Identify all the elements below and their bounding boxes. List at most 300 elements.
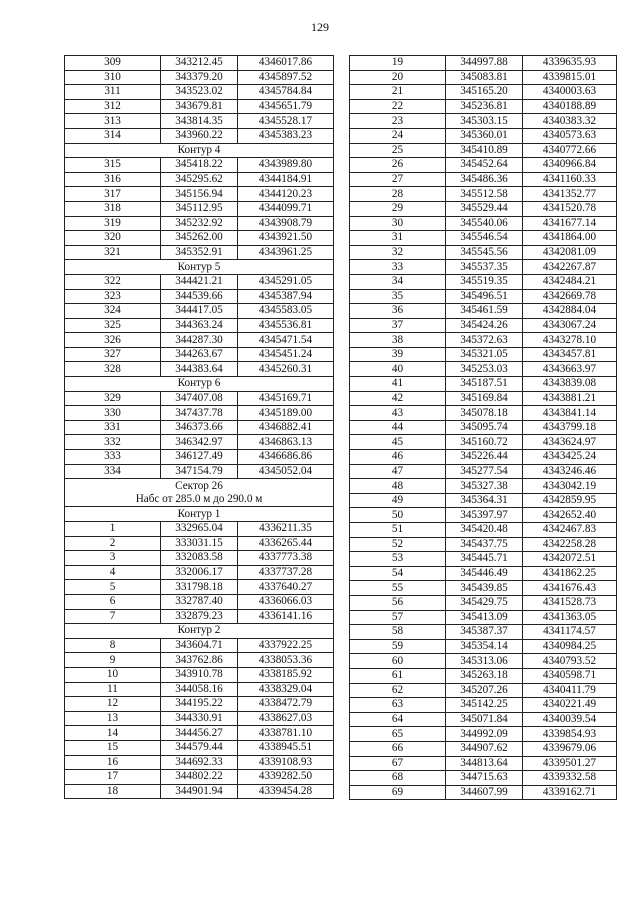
x-coordinate: 345169.84: [446, 391, 523, 406]
section-header-row: [65, 507, 334, 522]
point-number: 50: [350, 508, 446, 523]
section-header-row: [65, 260, 334, 275]
y-coordinate: 4344099.71: [238, 201, 334, 216]
point-number: 34: [350, 274, 446, 289]
table-row: [350, 450, 617, 465]
x-coordinate: 343379.20: [161, 70, 238, 85]
point-number: 33: [350, 260, 446, 275]
x-coordinate: 345313.06: [446, 654, 523, 669]
y-coordinate: 4338945.51: [238, 740, 334, 755]
y-coordinate: 4342669.78: [523, 289, 617, 304]
table-row: [350, 420, 617, 435]
point-number: 51: [350, 523, 446, 538]
point-number: 69: [350, 785, 446, 800]
table-row: [65, 347, 334, 362]
point-number: 323: [65, 289, 161, 304]
x-coordinate: 332006.17: [161, 565, 238, 580]
point-number: 28: [350, 187, 446, 202]
point-number: 326: [65, 333, 161, 348]
y-coordinate: 4341160.33: [523, 172, 617, 187]
x-coordinate: 345364.31: [446, 493, 523, 508]
table-row: [350, 318, 617, 333]
point-number: 18: [65, 784, 161, 799]
point-number: 312: [65, 99, 161, 114]
table-row: [350, 698, 617, 713]
x-coordinate: 345397.97: [446, 508, 523, 523]
x-coordinate: 343910.78: [161, 667, 238, 682]
point-number: 324: [65, 304, 161, 319]
table-row: [350, 187, 617, 202]
point-number: 20: [350, 70, 446, 85]
y-coordinate: 4345387.94: [238, 289, 334, 304]
point-number: 64: [350, 712, 446, 727]
table-row: [350, 668, 617, 683]
y-coordinate: 4343799.18: [523, 420, 617, 435]
table-row: [350, 581, 617, 596]
point-number: 6: [65, 594, 161, 609]
x-coordinate: 332965.04: [161, 522, 238, 537]
x-coordinate: 345295.62: [161, 172, 238, 187]
point-number: 54: [350, 566, 446, 581]
point-number: 321: [65, 245, 161, 260]
point-number: 30: [350, 216, 446, 231]
point-number: 52: [350, 537, 446, 552]
x-coordinate: 344813.64: [446, 756, 523, 771]
table-row: [65, 770, 334, 785]
y-coordinate: 4339108.93: [238, 755, 334, 770]
y-coordinate: 4343961.25: [238, 245, 334, 260]
y-coordinate: 4345528.17: [238, 114, 334, 129]
point-number: 23: [350, 114, 446, 129]
table-row: [350, 552, 617, 567]
point-number: 309: [65, 56, 161, 71]
y-coordinate: 4340221.49: [523, 698, 617, 713]
y-coordinate: 4342859.95: [523, 493, 617, 508]
y-coordinate: 4338627.03: [238, 711, 334, 726]
table-row: [350, 727, 617, 742]
point-number: 19: [350, 56, 446, 71]
point-number: 46: [350, 450, 446, 465]
table-row: [350, 523, 617, 538]
section-header: Сектор 26: [65, 479, 334, 493]
table-row: [65, 420, 334, 435]
y-coordinate: 4343042.19: [523, 479, 617, 494]
x-coordinate: 345327.38: [446, 479, 523, 494]
x-coordinate: 345321.05: [446, 347, 523, 362]
x-coordinate: 345207.26: [446, 683, 523, 698]
y-coordinate: 4341363.05: [523, 610, 617, 625]
x-coordinate: 333031.15: [161, 536, 238, 551]
x-coordinate: 344330.91: [161, 711, 238, 726]
point-number: 39: [350, 347, 446, 362]
table-row: [65, 638, 334, 653]
x-coordinate: 344263.67: [161, 347, 238, 362]
point-number: 35: [350, 289, 446, 304]
y-coordinate: 4344120.23: [238, 187, 334, 202]
point-number: 1: [65, 522, 161, 537]
y-coordinate: 4337737.28: [238, 565, 334, 580]
y-coordinate: 4343841.14: [523, 406, 617, 421]
table-row: [65, 667, 334, 682]
table-row: [65, 406, 334, 421]
table-row: [65, 128, 334, 143]
x-coordinate: 344456.27: [161, 726, 238, 741]
section-header: Контур 6: [65, 377, 334, 392]
section-header: Контур 2: [65, 624, 334, 639]
x-coordinate: 345546.54: [446, 231, 523, 246]
point-number: 11: [65, 682, 161, 697]
y-coordinate: 4345169.71: [238, 391, 334, 406]
section-header-row: [65, 624, 334, 639]
point-number: 325: [65, 318, 161, 333]
table-row: [65, 653, 334, 668]
table-row: [350, 114, 617, 129]
x-coordinate: 344421.21: [161, 274, 238, 289]
y-coordinate: 4343067.24: [523, 318, 617, 333]
x-coordinate: 345360.01: [446, 128, 523, 143]
y-coordinate: 4339162.71: [523, 785, 617, 800]
table-row: [350, 216, 617, 231]
table-row: [65, 391, 334, 406]
x-coordinate: 331798.18: [161, 580, 238, 595]
x-coordinate: 345352.91: [161, 245, 238, 260]
x-coordinate: 345410.89: [446, 143, 523, 158]
point-number: 331: [65, 420, 161, 435]
y-coordinate: 4341520.78: [523, 201, 617, 216]
x-coordinate: 344715.63: [446, 771, 523, 786]
point-number: 328: [65, 362, 161, 377]
y-coordinate: 4345583.05: [238, 304, 334, 319]
table-row: [65, 70, 334, 85]
y-coordinate: 4340966.84: [523, 158, 617, 173]
x-coordinate: 345439.85: [446, 581, 523, 596]
table-row: [65, 172, 334, 187]
table-row: [350, 85, 617, 100]
y-coordinate: 4341862.25: [523, 566, 617, 581]
table-row: [350, 260, 617, 275]
x-coordinate: 343814.35: [161, 114, 238, 129]
table-row: [350, 493, 617, 508]
y-coordinate: 4342652.40: [523, 508, 617, 523]
x-coordinate: 345437.75: [446, 537, 523, 552]
point-number: 37: [350, 318, 446, 333]
y-coordinate: 4342267.87: [523, 260, 617, 275]
table-row: [65, 740, 334, 755]
y-coordinate: 4343881.21: [523, 391, 617, 406]
point-number: 43: [350, 406, 446, 421]
point-number: 49: [350, 493, 446, 508]
point-number: 330: [65, 406, 161, 421]
x-coordinate: 347407.08: [161, 391, 238, 406]
table-row: [350, 785, 617, 800]
y-coordinate: 4346686.86: [238, 450, 334, 465]
x-coordinate: 345263.18: [446, 668, 523, 683]
y-coordinate: 4340003.63: [523, 85, 617, 100]
x-coordinate: 343762.86: [161, 653, 238, 668]
y-coordinate: 4343624.97: [523, 435, 617, 450]
x-coordinate: 344058.16: [161, 682, 238, 697]
point-number: 317: [65, 187, 161, 202]
y-coordinate: 4340984.25: [523, 639, 617, 654]
y-coordinate: 4343839.08: [523, 377, 617, 392]
point-number: 316: [65, 172, 161, 187]
x-coordinate: 345372.63: [446, 333, 523, 348]
table-row: [350, 566, 617, 581]
table-row: [350, 245, 617, 260]
section-header-row: [65, 377, 334, 392]
point-number: 314: [65, 128, 161, 143]
y-coordinate: 4339854.93: [523, 727, 617, 742]
x-coordinate: 347437.78: [161, 406, 238, 421]
y-coordinate: 4340039.54: [523, 712, 617, 727]
y-coordinate: 4343989.80: [238, 158, 334, 173]
x-coordinate: 345540.06: [446, 216, 523, 231]
x-coordinate: 345545.56: [446, 245, 523, 260]
y-coordinate: 4346863.13: [238, 435, 334, 450]
table-row: [65, 245, 334, 260]
x-coordinate: 345486.36: [446, 172, 523, 187]
table-row: [350, 158, 617, 173]
point-number: 10: [65, 667, 161, 682]
table-row: [65, 201, 334, 216]
point-number: 47: [350, 464, 446, 479]
y-coordinate: 4340573.63: [523, 128, 617, 143]
y-coordinate: 4340598.71: [523, 668, 617, 683]
point-number: 53: [350, 552, 446, 567]
x-coordinate: 345078.18: [446, 406, 523, 421]
y-coordinate: 4339454.28: [238, 784, 334, 799]
x-coordinate: 345452.64: [446, 158, 523, 173]
coordinates-table-left: [64, 55, 334, 799]
x-coordinate: 343212.45: [161, 56, 238, 71]
point-number: 59: [350, 639, 446, 654]
point-number: 318: [65, 201, 161, 216]
x-coordinate: 345303.15: [446, 114, 523, 129]
section-header: Набс от 285.0 м до 290.0 м: [65, 493, 334, 507]
x-coordinate: 345413.09: [446, 610, 523, 625]
point-number: 22: [350, 99, 446, 114]
table-row: [65, 158, 334, 173]
y-coordinate: 4345784.84: [238, 85, 334, 100]
table-row: [65, 464, 334, 479]
point-number: 25: [350, 143, 446, 158]
table-row: [65, 784, 334, 799]
y-coordinate: 4340411.79: [523, 683, 617, 698]
x-coordinate: 332787.40: [161, 594, 238, 609]
point-number: 17: [65, 770, 161, 785]
y-coordinate: 4343278.10: [523, 333, 617, 348]
table-row: [350, 625, 617, 640]
table-row: [65, 522, 334, 537]
x-coordinate: 344195.22: [161, 697, 238, 712]
point-number: 5: [65, 580, 161, 595]
table-row: [350, 464, 617, 479]
x-coordinate: 345071.84: [446, 712, 523, 727]
x-coordinate: 345418.22: [161, 158, 238, 173]
section-header-row: [65, 143, 334, 158]
y-coordinate: 4345383.23: [238, 128, 334, 143]
table-row: [65, 56, 334, 71]
y-coordinate: 4341528.73: [523, 595, 617, 610]
x-coordinate: 344907.62: [446, 741, 523, 756]
table-row: [65, 697, 334, 712]
y-coordinate: 4345651.79: [238, 99, 334, 114]
point-number: 333: [65, 450, 161, 465]
point-number: 67: [350, 756, 446, 771]
x-coordinate: 344692.33: [161, 755, 238, 770]
point-number: 41: [350, 377, 446, 392]
y-coordinate: 4339501.27: [523, 756, 617, 771]
y-coordinate: 4342884.04: [523, 304, 617, 319]
table-row: [350, 143, 617, 158]
x-coordinate: 345420.48: [446, 523, 523, 538]
point-number: 66: [350, 741, 446, 756]
coordinates-table-right: [349, 55, 617, 800]
point-number: 60: [350, 654, 446, 669]
point-number: 42: [350, 391, 446, 406]
x-coordinate: 343679.81: [161, 99, 238, 114]
point-number: 311: [65, 85, 161, 100]
x-coordinate: 344802.22: [161, 770, 238, 785]
y-coordinate: 4346882.41: [238, 420, 334, 435]
y-coordinate: 4343457.81: [523, 347, 617, 362]
point-number: 9: [65, 653, 161, 668]
point-number: 58: [350, 625, 446, 640]
point-number: 44: [350, 420, 446, 435]
y-coordinate: 4337922.25: [238, 638, 334, 653]
x-coordinate: 344287.30: [161, 333, 238, 348]
table-row: [350, 639, 617, 654]
y-coordinate: 4345189.00: [238, 406, 334, 421]
point-number: 12: [65, 697, 161, 712]
y-coordinate: 4342072.51: [523, 552, 617, 567]
x-coordinate: 346342.97: [161, 435, 238, 450]
table-row: [65, 682, 334, 697]
x-coordinate: 344992.09: [446, 727, 523, 742]
x-coordinate: 346127.49: [161, 450, 238, 465]
point-number: 24: [350, 128, 446, 143]
table-row: [65, 216, 334, 231]
x-coordinate: 345095.74: [446, 420, 523, 435]
table-row: [350, 756, 617, 771]
y-coordinate: 4345052.04: [238, 464, 334, 479]
point-number: 3: [65, 551, 161, 566]
x-coordinate: 345165.20: [446, 85, 523, 100]
point-number: 8: [65, 638, 161, 653]
x-coordinate: 345262.00: [161, 231, 238, 246]
section-header: Контур 1: [65, 507, 334, 522]
point-number: 16: [65, 755, 161, 770]
point-number: 62: [350, 683, 446, 698]
section-header-row: [65, 479, 334, 493]
x-coordinate: 345537.35: [446, 260, 523, 275]
x-coordinate: 345512.58: [446, 187, 523, 202]
table-row: [65, 435, 334, 450]
table-row: [350, 70, 617, 85]
y-coordinate: 4339679.06: [523, 741, 617, 756]
table-row: [65, 274, 334, 289]
table-row: [65, 726, 334, 741]
x-coordinate: 345232.92: [161, 216, 238, 231]
x-coordinate: 345253.03: [446, 362, 523, 377]
x-coordinate: 344607.99: [446, 785, 523, 800]
y-coordinate: 4338053.36: [238, 653, 334, 668]
table-row: [350, 391, 617, 406]
point-number: 36: [350, 304, 446, 319]
point-number: 21: [350, 85, 446, 100]
table-row: [350, 406, 617, 421]
point-number: 68: [350, 771, 446, 786]
table-row: [65, 609, 334, 624]
x-coordinate: 345496.51: [446, 289, 523, 304]
x-coordinate: 345445.71: [446, 552, 523, 567]
point-number: 313: [65, 114, 161, 129]
x-coordinate: 344383.64: [161, 362, 238, 377]
y-coordinate: 4338781.10: [238, 726, 334, 741]
table-row: [65, 114, 334, 129]
x-coordinate: 345112.95: [161, 201, 238, 216]
x-coordinate: 345529.44: [446, 201, 523, 216]
x-coordinate: 345429.75: [446, 595, 523, 610]
table-row: [350, 56, 617, 71]
y-coordinate: 4339635.93: [523, 56, 617, 71]
point-number: 15: [65, 740, 161, 755]
x-coordinate: 345387.37: [446, 625, 523, 640]
x-coordinate: 345142.25: [446, 698, 523, 713]
table-row: [350, 333, 617, 348]
x-coordinate: 345160.72: [446, 435, 523, 450]
point-number: 56: [350, 595, 446, 610]
point-number: 320: [65, 231, 161, 246]
table-row: [350, 128, 617, 143]
y-coordinate: 4345471.54: [238, 333, 334, 348]
table-row: [65, 318, 334, 333]
y-coordinate: 4345451.24: [238, 347, 334, 362]
point-number: 13: [65, 711, 161, 726]
y-coordinate: 4345897.52: [238, 70, 334, 85]
x-coordinate: 344417.05: [161, 304, 238, 319]
x-coordinate: 345446.49: [446, 566, 523, 581]
x-coordinate: 345424.26: [446, 318, 523, 333]
y-coordinate: 4336211.35: [238, 522, 334, 537]
x-coordinate: 347154.79: [161, 464, 238, 479]
table-row: [350, 377, 617, 392]
point-number: 2: [65, 536, 161, 551]
point-number: 315: [65, 158, 161, 173]
x-coordinate: 344901.94: [161, 784, 238, 799]
table-row: [65, 536, 334, 551]
table-row: [350, 362, 617, 377]
y-coordinate: 4342484.21: [523, 274, 617, 289]
table-row: [350, 201, 617, 216]
point-number: 332: [65, 435, 161, 450]
point-number: 63: [350, 698, 446, 713]
x-coordinate: 346373.66: [161, 420, 238, 435]
table-row: [65, 231, 334, 246]
table-row: [350, 595, 617, 610]
table-row: [65, 594, 334, 609]
y-coordinate: 4343425.24: [523, 450, 617, 465]
table-row: [65, 565, 334, 580]
x-coordinate: 345156.94: [161, 187, 238, 202]
point-number: 31: [350, 231, 446, 246]
x-coordinate: 345277.54: [446, 464, 523, 479]
y-coordinate: 4336141.16: [238, 609, 334, 624]
x-coordinate: 344363.24: [161, 318, 238, 333]
section-header: Контур 5: [65, 260, 334, 275]
table-row: [350, 508, 617, 523]
y-coordinate: 4338185.92: [238, 667, 334, 682]
